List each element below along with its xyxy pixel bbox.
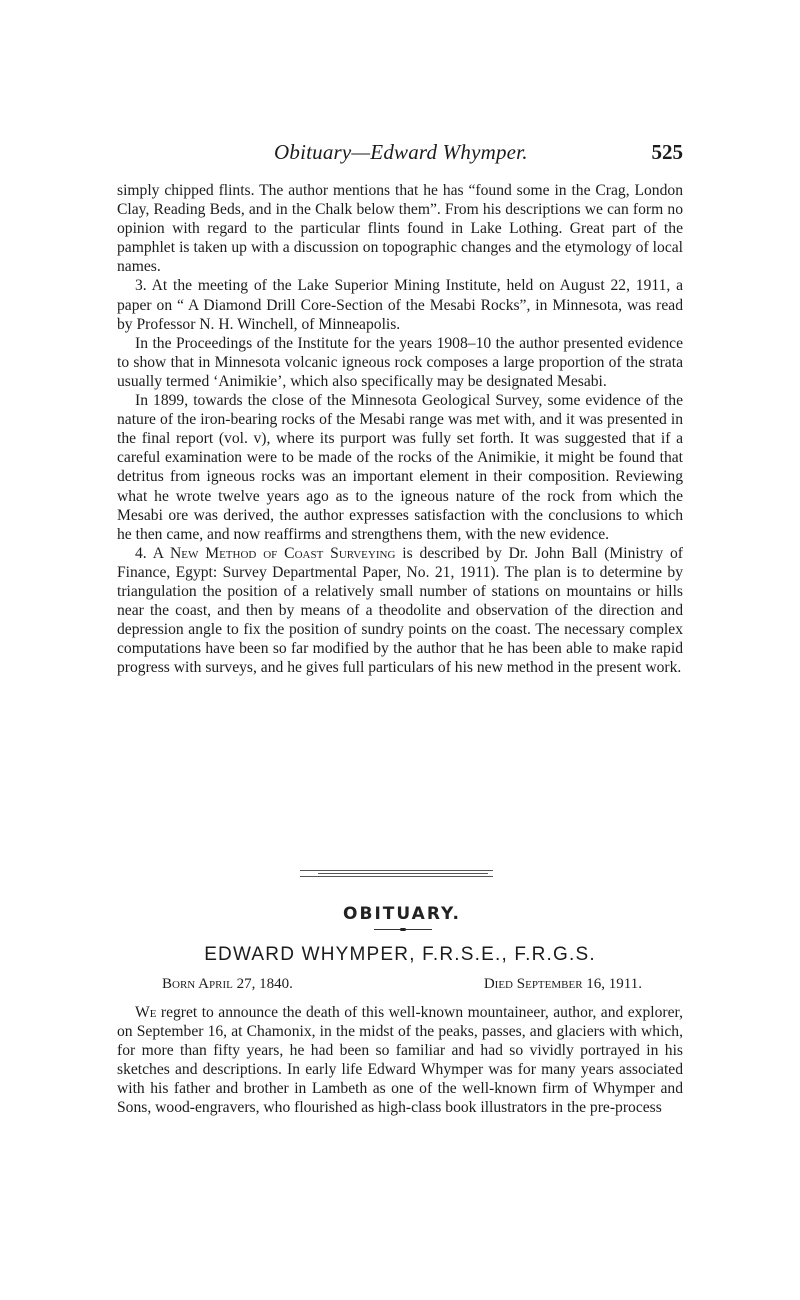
- paragraph-item-4: [117, 544, 683, 678]
- divider-line-top: [300, 870, 493, 871]
- divider-line-bottom: [300, 876, 493, 877]
- ornament-dot: [400, 928, 406, 931]
- obituary-heading: EDWARD WHYMPER, F.R.S.E., F.R.G.S.: [204, 944, 596, 965]
- title-ornament: [374, 928, 432, 932]
- paragraph-flints: simply chipped flints. The author mentions that he has “found some in the Crag, London Clay, Reading Beds, and in the Chalk below them”. From his descriptions we can form no opinion with regard to the particular flints found in Lake Lothing. Great part of the pamphlet is taken up with a discussion on topographic changes and the etymology of local names.: [117, 182, 683, 276]
- body-text: [117, 181, 683, 677]
- page-number: 525: [651, 140, 683, 164]
- obituary-paragraph: [117, 1003, 683, 1118]
- obituary-first-word: We: [135, 1004, 157, 1021]
- obituary-text: [117, 1003, 683, 1118]
- paragraph-proceedings: In the Proceedings of the Institute for the years 1908–10 the author presented evidence to show that in Minnesota volcanic igneous rock composes a large proportion of the strata usually termed ‘Animikie’, which also specifically may be designated Mesabi.: [117, 334, 683, 390]
- section-title: OBITUARY.: [343, 904, 461, 924]
- divider-line-middle: [318, 873, 488, 874]
- died-date: Died September 16, 1911.: [483, 976, 642, 992]
- section-divider: [300, 869, 493, 877]
- born-date: Born April 27, 1840.: [162, 976, 293, 992]
- item4-rest: is described by Dr. John Ball (Ministry of Finance, Egypt: Survey Departmental Paper, No. 21, 1911). The plan is to determine by triangulation the position of a relatively small number of stations on mountains or hills near the coast, and then by means of a theodolite and observation of the direction and depression angle to fix the position of sundry points on the coast. The necessary complex computations have been so far modified by the author that he has been able to make rapid progress with surveys, and he gives full particulars of his new method in the present work.: [117, 544, 683, 677]
- paragraph-1899: In 1899, towards the close of the Minnesota Geological Survey, some evidence of the nature of the iron-bearing rocks of the Mesabi range was met with, and it was presented in the final report (vol. v), where its purport was fully set forth. It was suggested that if a careful examination were to be made of the rocks of the Animikie, it might be found that detritus from igneous rocks was an important element in their composition. Reviewing what he wrote twelve years ago as to the igneous nature of the rock from which the Mesabi ore was derived, the author expresses satisfaction with the conclusions to which he then came, and now reaffirms and strengthens them, with the new evidence.: [117, 392, 683, 543]
- running-title: Obituary—Edward Whymper.: [274, 140, 528, 164]
- obituary-body: regret to announce the death of this well-known mountaineer, author, and explorer, on September 16, at Chamonix, in the midst of the peaks, passes, and glaciers with which, for more than fifty years, he had been so familiar and had so vividly portrayed in his sketches and descriptions. In early life Edward Whymper was for many years associated with his father and brother in Lambeth as one of the well-known firm of Whymper and Sons, wood-engravers, who flourished as high-class book illustrators in the pre-process: [117, 1004, 683, 1117]
- item4-lead: 4. A: [135, 544, 170, 562]
- paragraph-item-3: 3. At the meeting of the Lake Superior Mining Institute, held on August 22, 1911, a paper on “ A Diamond Drill Core-Section of the Mesabi Rocks”, in Minnesota, was read by Professor N. H. Winchell, of Minneapolis.: [117, 277, 683, 333]
- running-head: [270, 140, 683, 168]
- item4-title: New Method of Coast Surveying: [169, 544, 396, 562]
